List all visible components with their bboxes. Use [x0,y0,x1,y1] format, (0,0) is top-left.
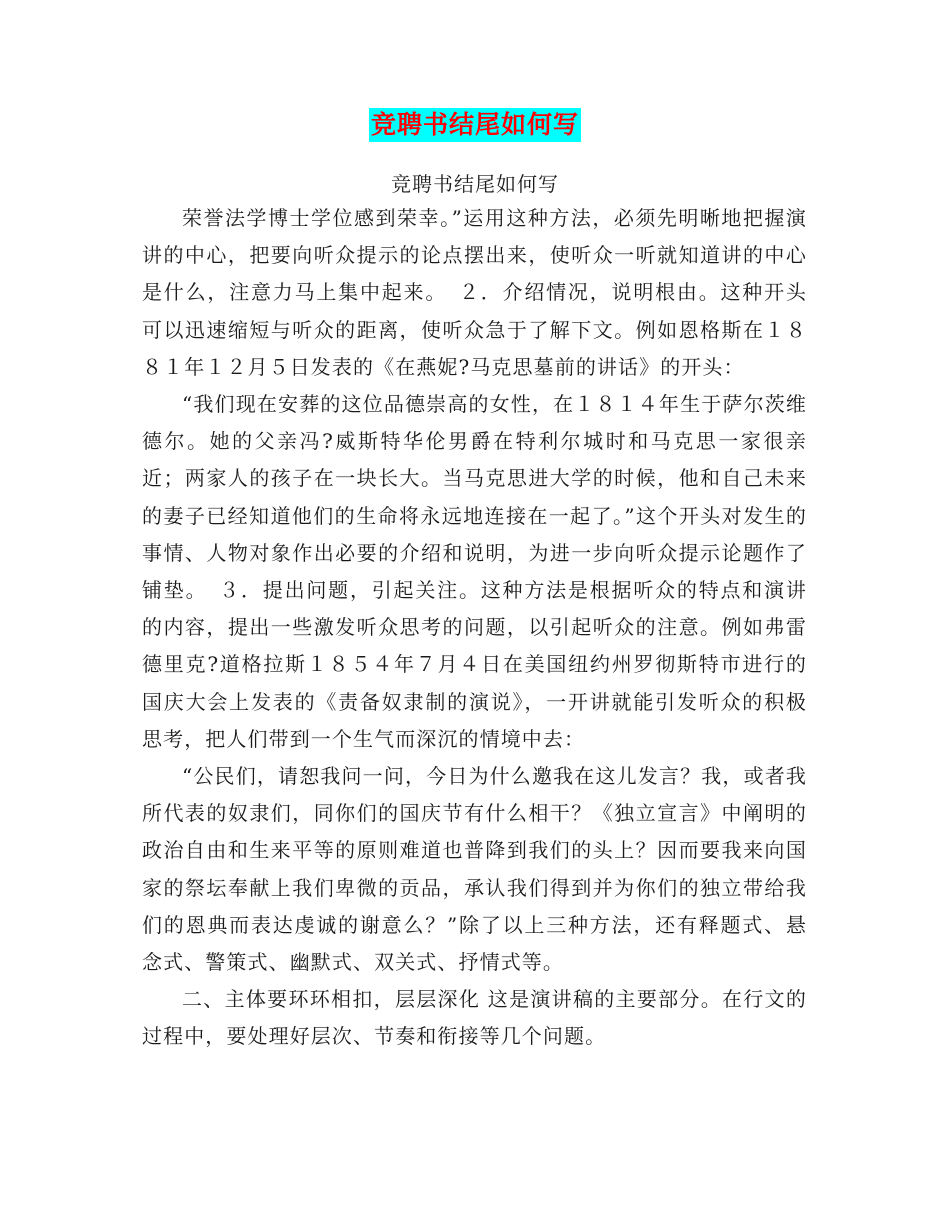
paragraph: 荣誉法学博士学位感到荣幸。”运用这种方法，必须先明晰地把握演讲的中心，把要向听众提示的论点摆出来，使听众一听就知道讲的中心是什么，注意力马上集中起来。 ２．介绍情况，说明根由。这种开头可以迅速缩短与听众的距离，使听众急于了解下文。例如恩格斯在１８８１年１２月５日发表的《在燕妮?马克思墓前的讲话》的开头： [142,206,807,379]
paragraph: 二、主体要环环相扣，层层深化 这是演讲稿的主要部分。在行文的过程中，要处理好层次、节奏和衔接等几个问题。 [142,987,807,1049]
document-subtitle: 竞聘书结尾如何写 [391,172,559,196]
document-body [142,200,807,1056]
document-title: 竞聘书结尾如何写 [369,108,581,142]
title-container [0,108,950,142]
paragraph: “我们现在安葬的这位品德崇高的女性，在１８１４年生于萨尔茨维德尔。她的父亲冯?威斯特华伦男爵在特利尔城时和马克思一家很亲近；两家人的孩子在一块长大。当马克思进大学的时候，他和自己未来的妻子已经知道他们的生命将永远地连接在一起了。”这个开头对发生的事情、人物对象作出必要的介绍和说明，为进一步向听众提示论题作了铺垫。 ３．提出问题，引起关注。这种方法是根据听众的特点和演讲的内容，提出一些激发听众思考的问题，以引起听众的注意。例如弗雷德里克?道格拉斯１８５４年７月４日在美国纽约州罗彻斯特市进行的国庆大会上发表的《责备奴隶制的演说》，一开讲就能引发听众的积极思考，把人们带到一个生气而深沉的情境中去： [142,392,807,751]
paragraph: “公民们，请恕我问一问，今日为什么邀我在这儿发言？我，或者我所代表的奴隶们，同你们的国庆节有什么相干？《独立宣言》中阐明的政治自由和生来平等的原则难道也普降到我们的头上？因而要我来向国家的祭坛奉献上我们卑微的贡品，承认我们得到并为你们的独立带给我们的恩典而表达虔诚的谢意么？”除了以上三种方法，还有释题式、悬念式、警策式、幽默式、双关式、抒情式等。 [142,764,807,975]
